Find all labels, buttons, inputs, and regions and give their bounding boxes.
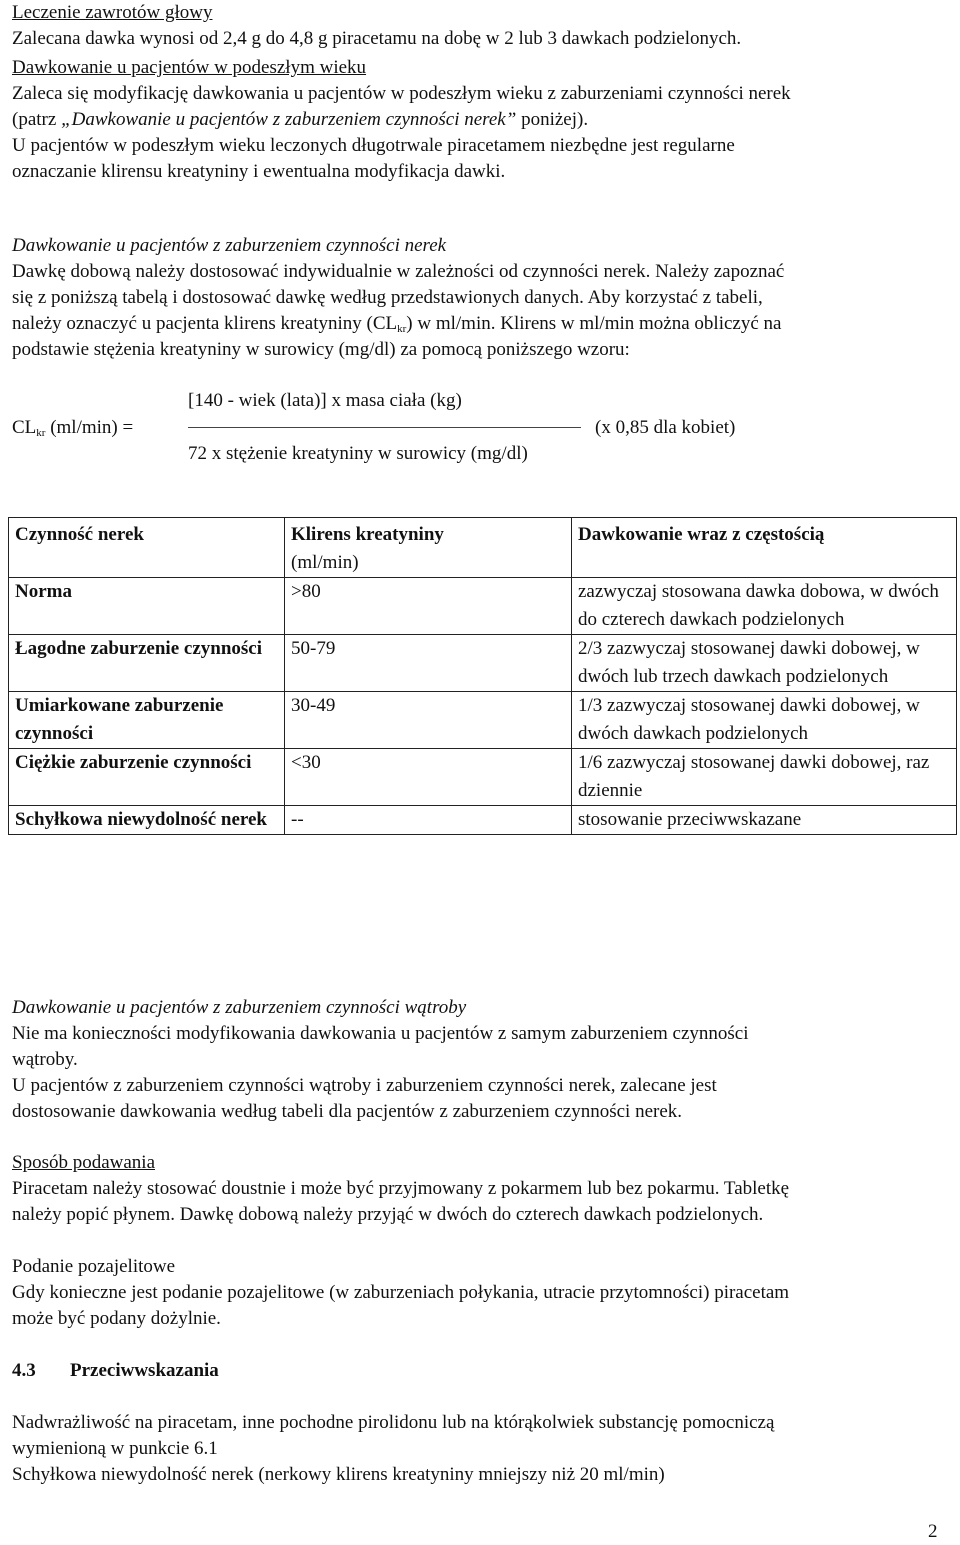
table-cell-clearance: 50-79	[285, 635, 572, 692]
paragraph-hepatic-3: U pacjentów z zaburzeniem czynności wątroby i zaburzeniem czynności nerek, zalecane jest	[12, 1075, 717, 1096]
ref-italic: „Dawkowanie u pacjentów z zaburzeniem czynności nerek”	[61, 109, 517, 130]
paragraph-hepatic-2: wątroby.	[12, 1049, 78, 1070]
paragraph-headache: Zalecana dawka wynosi od 2,4 g do 4,8 g piracetamu na dobę w 2 lub 3 dawkach podzielonych.	[12, 28, 742, 49]
table-header-cell: Dawkowanie wraz z częstością	[572, 518, 957, 578]
renal-text-a: należy oznaczyć u pacjenta klirens kreatyniny (CL	[12, 313, 398, 334]
table-cell-dosage: 1/6 zazwyczaj stosowanej dawki dobowej, raz dziennie	[572, 749, 957, 806]
paragraph-elderly-3: U pacjentów w podeszłym wieku leczonych długotrwale piracetamem niezbędne jest regularne	[12, 135, 735, 156]
table-header-row	[9, 518, 957, 578]
section-heading-contraindications	[12, 1358, 219, 1384]
table-cell-function: Schyłkowa niewydolność nerek	[9, 806, 285, 835]
header-clearance: Klirens kreatyniny	[291, 524, 444, 545]
paragraph-hepatic-1: Nie ma konieczności modyfikowania dawkowania u pacjentów z samym zaburzeniem czynności	[12, 1023, 749, 1044]
section-title-elderly: Dawkowanie u pacjentów w podeszłym wieku	[12, 57, 367, 78]
section-administration	[12, 1150, 789, 1228]
paragraph-renal-3	[12, 311, 784, 337]
paragraph-elderly-2	[12, 107, 791, 133]
section-title-renal: Dawkowanie u pacjentów z zaburzeniem czynności nerek	[12, 235, 447, 256]
paragraph-parenteral-1: Gdy konieczne jest podanie pozajelitowe (w zaburzeniach połykania, utracie przytomności) piracetam	[12, 1282, 790, 1303]
table-cell-function: Umiarkowane zaburzenie czynności	[9, 692, 285, 749]
table-cell-clearance: --	[285, 806, 572, 835]
table-row	[9, 692, 957, 749]
renal-text-b: ) w ml/min. Klirens w ml/min można obliczyć na	[406, 313, 782, 334]
paragraph-administration-2: należy popić płynem. Dawkę dobową należy przyjąć w dwóch do czterech dawkach podzielonych.	[12, 1204, 764, 1225]
table-cell-function: Norma	[9, 578, 285, 635]
table-cell-dosage: stosowanie przeciwwskazane	[572, 806, 957, 835]
table-row	[9, 578, 957, 635]
table-cell-clearance: <30	[285, 749, 572, 806]
paragraph-elderly-1: Zaleca się modyfikację dawkowania u pacjentów w podeszłym wieku z zaburzeniami czynności nerek	[12, 83, 791, 104]
clearance-formula	[12, 388, 947, 468]
renal-sub: kr	[397, 323, 407, 335]
table-row	[9, 806, 957, 835]
section-renal	[12, 233, 784, 363]
formula-lhs-sub: kr	[36, 427, 46, 439]
paragraph-contra-3: Schyłkowa niewydolność nerek (nerkowy klirens kreatyniny mniejszy niż 20 ml/min)	[12, 1464, 665, 1485]
section-title-contraindications: Przeciwwskazania	[70, 1360, 219, 1381]
section-title-parenteral: Podanie pozajelitowe	[12, 1256, 176, 1277]
section-title-administration: Sposób podawania	[12, 1152, 156, 1173]
table-cell-dosage: zazwyczaj stosowana dawka dobowa, w dwóch do czterech dawkach podzielonych	[572, 578, 957, 635]
formula-lhs-cl: CL	[12, 417, 37, 438]
paragraph-hepatic-4: dostosowanie dawkowania według tabeli dla pacjentów z zaburzeniem czynności nerek.	[12, 1101, 683, 1122]
formula-lhs	[12, 415, 133, 441]
paragraph-contra-2: wymienioną w punkcie 6.1	[12, 1438, 218, 1459]
fraction-line	[188, 427, 581, 428]
table-row	[9, 749, 957, 806]
table-cell-dosage: 1/3 zazwyczaj stosowanej dawki dobowej, w dwóch dawkach podzielonych	[572, 692, 957, 749]
section-contraindications	[12, 1410, 774, 1488]
table-header-cell: Czynność nerek	[9, 518, 285, 578]
paragraph-renal-4: podstawie stężenia kreatyniny w surowicy (mg/dl) za pomocą poniższego wzoru:	[12, 339, 630, 360]
renal-dosing-table	[8, 517, 957, 835]
table-cell-dosage: 2/3 zazwyczaj stosowanej dawki dobowej, w dwóch lub trzech dawkach podzielonych	[572, 635, 957, 692]
paragraph-renal-2: się z poniższą tabelą i dostosować dawkę według przedstawionych danych. Aby korzystać z tabeli,	[12, 287, 763, 308]
table-cell-function: Łagodne zaburzenie czynności	[9, 635, 285, 692]
formula-numerator: [140 - wiek (lata)] x masa ciała (kg)	[188, 390, 462, 411]
page-number: 2	[928, 1521, 938, 1542]
formula-lhs-unit: (ml/min) =	[45, 417, 134, 438]
table-cell-clearance: >80	[285, 578, 572, 635]
section-hepatic	[12, 995, 749, 1125]
section-title-hepatic: Dawkowanie u pacjentów z zaburzeniem czynności wątroby	[12, 997, 467, 1018]
paragraph-administration-1: Piracetam należy stosować doustnie i może być przyjmowany z pokarmem lub bez pokarmu. Tabletkę	[12, 1178, 790, 1199]
ref-open: (patrz	[12, 109, 62, 130]
section-title-headache: Leczenie zawrotów głowy	[12, 2, 213, 23]
section-elderly	[12, 55, 791, 185]
formula-female-factor: (x 0,85 dla kobiet)	[595, 417, 736, 438]
section-headache	[12, 0, 741, 52]
section-parenteral	[12, 1254, 789, 1332]
header-clearance-unit: (ml/min)	[291, 552, 359, 573]
formula-denominator: 72 x stężenie kreatyniny w surowicy (mg/dl)	[188, 443, 528, 464]
section-number: 4.3	[12, 1360, 36, 1381]
paragraph-elderly-4: oznaczanie klirensu kreatyniny i ewentualna modyfikacja dawki.	[12, 161, 506, 182]
table-row	[9, 635, 957, 692]
paragraph-contra-1: Nadwrażliwość na piracetam, inne pochodne pirolidonu lub na którąkolwiek substancję pomocniczą	[12, 1412, 775, 1433]
table-cell-function: Ciężkie zaburzenie czynności	[9, 749, 285, 806]
table-cell-clearance: 30-49	[285, 692, 572, 749]
table-header-cell	[285, 518, 572, 578]
paragraph-renal-1: Dawkę dobową należy dostosować indywidualnie w zależności od czynności nerek. Należy zapoznać	[12, 261, 785, 282]
paragraph-parenteral-2: może być podany dożylnie.	[12, 1308, 221, 1329]
ref-close: poniżej).	[516, 109, 589, 130]
